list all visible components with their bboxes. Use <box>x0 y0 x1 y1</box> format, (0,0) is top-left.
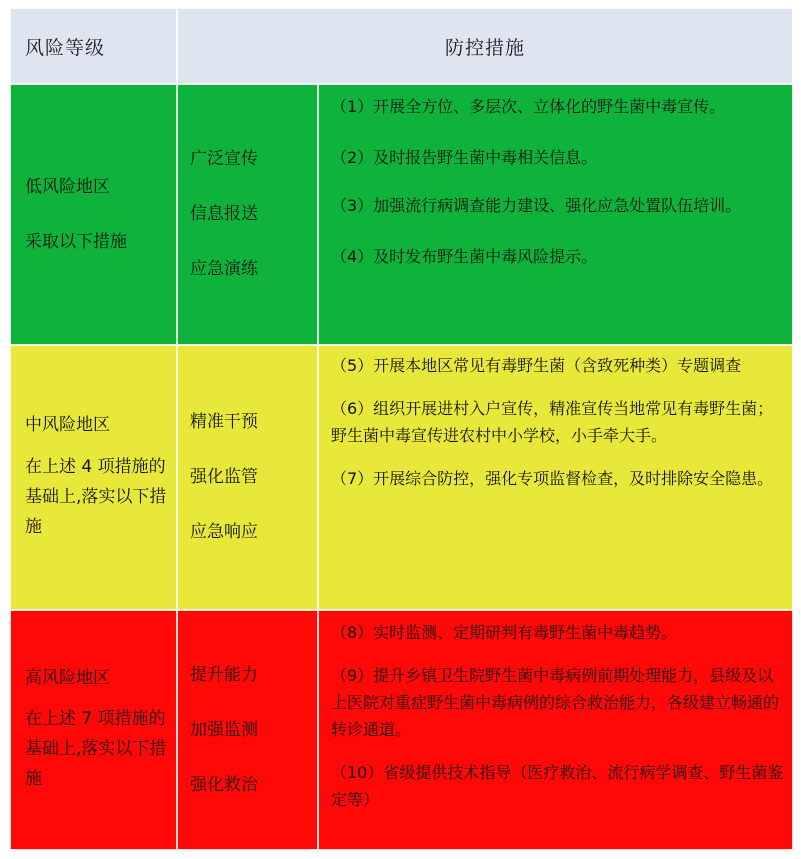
measure-item: （4）及时发布野生菌中毒风险提示。 <box>331 247 598 266</box>
measure-item: （5）开展本地区常见有毒野生菌（含致死种类）专题调查 <box>331 356 742 375</box>
header-risk-level-label: 风险等级 <box>25 36 106 59</box>
medium-risk-actions-cell <box>177 345 318 610</box>
measure-item: （9）提升乡镇卫生院野生菌中毒病例前期处理能力，县级及以上医院对重症野生菌中毒病例的综合救治能力，各级建立畅通的转诊通道。 <box>331 666 780 739</box>
action-item: 提升能力 <box>190 664 258 685</box>
action-item: 精准干预 <box>190 412 258 432</box>
high-risk-level-cell <box>10 610 177 850</box>
measure-item: （7）开展综合防控，强化专项监督检查，及时排除安全隐患。 <box>331 469 774 488</box>
measure-item: （1）开展全方位、多层次、立体化的野生菌中毒宣传。 <box>331 97 726 116</box>
action-item: 广泛宣传 <box>190 149 258 169</box>
action-item: 应急响应 <box>190 522 258 542</box>
low-risk-actions-cell <box>177 84 318 345</box>
high-risk-actions-cell <box>177 610 318 850</box>
measure-item: （3）加强流行病调查能力建设、强化应急处置队伍培训。 <box>331 196 742 215</box>
measure-item: （8）实时监测、定期研判有毒野生菌中毒趋势。 <box>331 623 678 642</box>
level-title: 低风险地区 <box>25 176 110 197</box>
action-item: 加强监测 <box>190 719 258 740</box>
measure-item: （6）组织开展进村入户宣传，精准宣传当地常见有毒野生菌；野生菌中毒宣传进农村中小学校，小手牵大手。 <box>331 399 774 445</box>
low-risk-level-cell <box>10 84 177 345</box>
low-risk-measures-cell <box>318 84 793 345</box>
header-measures-label: 防控措施 <box>444 36 525 59</box>
action-item: 强化救治 <box>190 774 258 795</box>
measure-item: （2）及时报告野生菌中毒相关信息。 <box>331 148 598 167</box>
action-item: 信息报送 <box>190 204 258 224</box>
header-risk-level <box>10 8 177 84</box>
level-title: 高风险地区 <box>25 667 110 688</box>
medium-risk-measures-cell <box>318 345 793 610</box>
risk-table <box>10 8 793 850</box>
level-note: 在上述 4 项措施的基础上,落实以下措施 <box>25 456 167 537</box>
action-item: 应急演练 <box>190 259 258 279</box>
high-risk-measures-cell <box>318 610 793 850</box>
measure-item: （10）省级提供技术指导（医疗救治、流行病学调查、野生菌鉴定等） <box>331 763 784 809</box>
level-title: 中风险地区 <box>25 415 110 436</box>
header-measures <box>177 8 793 84</box>
level-note: 采取以下措施 <box>25 231 127 252</box>
medium-risk-level-cell <box>10 345 177 610</box>
level-note: 在上述 7 项措施的基础上,落实以下措施 <box>25 709 167 790</box>
action-item: 强化监管 <box>190 467 258 487</box>
